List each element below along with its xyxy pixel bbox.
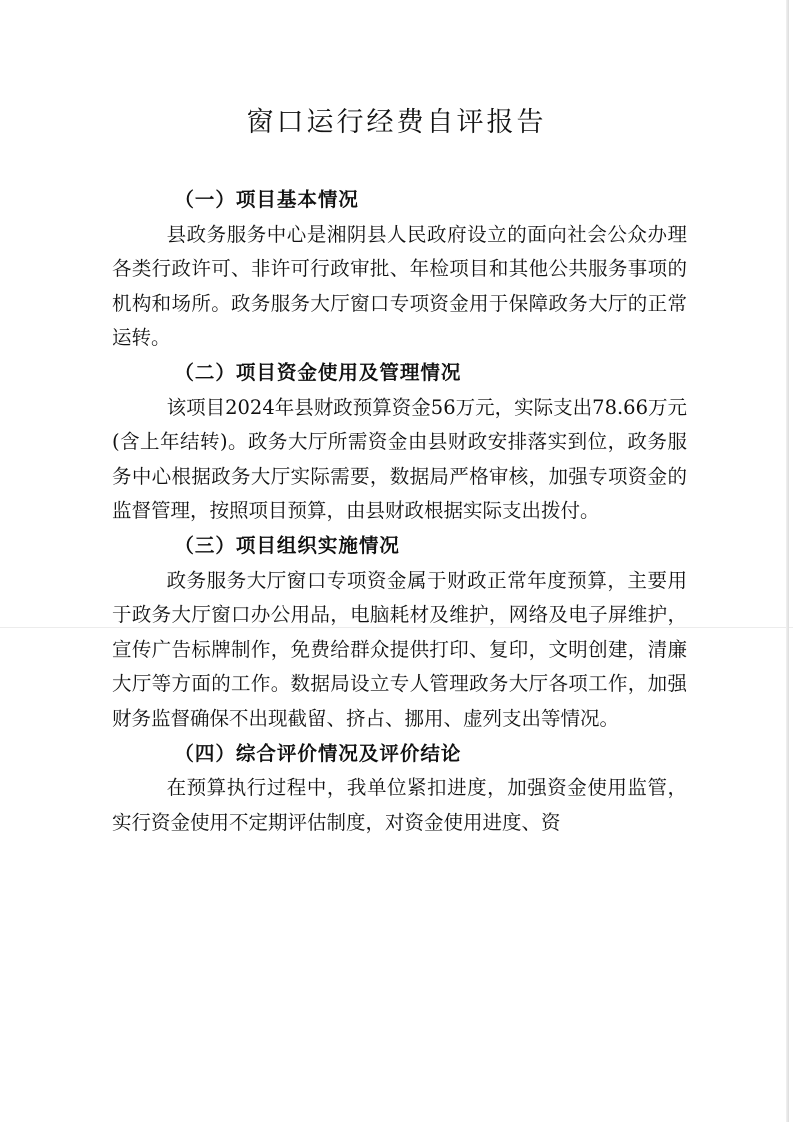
section-heading-4: （四）综合评价情况及评价结论 [174, 741, 462, 765]
document-body [112, 183, 687, 840]
section-heading-2: （二）项目资金使用及管理情况 [174, 360, 462, 384]
section-heading-1: （一）项目基本情况 [174, 188, 359, 211]
section-heading-3: （三）项目组织实施情况 [174, 533, 400, 557]
scan-page-edge [786, 0, 789, 1122]
section-paragraph-4: 在预算执行过程中，我单位紧扣进度，加强资金使用监管，实行资金使用不定期评估制度，对资金使用进度、资 [112, 776, 687, 834]
scan-artifact-line [0, 627, 793, 628]
document-title: 窗口运行经费自评报告 [246, 107, 547, 138]
section-paragraph-1: 县政务服务中心是湘阴县人民政府设立的面向社会公众办理各类行政许可、非许可行政审批、年检项目和其他公共服务事项的机构和场所。政务服务大厅窗口专项资金用于保障政务大厅的正常运转。 [112, 222, 687, 350]
section-paragraph-2: 该项目2024年县财政预算资金56万元，实际支出78.66万元(含上年结转)。政务大厅所需资金由县财政安排落实到位，政务服务中心根据政务大厅实际需要，数据局严格审核，加强专项资金的监督管理，按照项目预算，由县财政根据实际支出拨付。 [112, 395, 687, 523]
section-paragraph-3: 政务服务大厅窗口专项资金属于财政正常年度预算，主要用于政务大厅窗口办公用品，电脑耗材及维护，网络及电子屏维护，宣传广告标牌制作，免费给群众提供打印、复印，文明创建，清廉大厅等方面的工作。数据局设立专人管理政务大厅各项工作，加强财务监督确保不出现截留、挤占、挪用、虚列支出等情况。 [112, 568, 687, 730]
